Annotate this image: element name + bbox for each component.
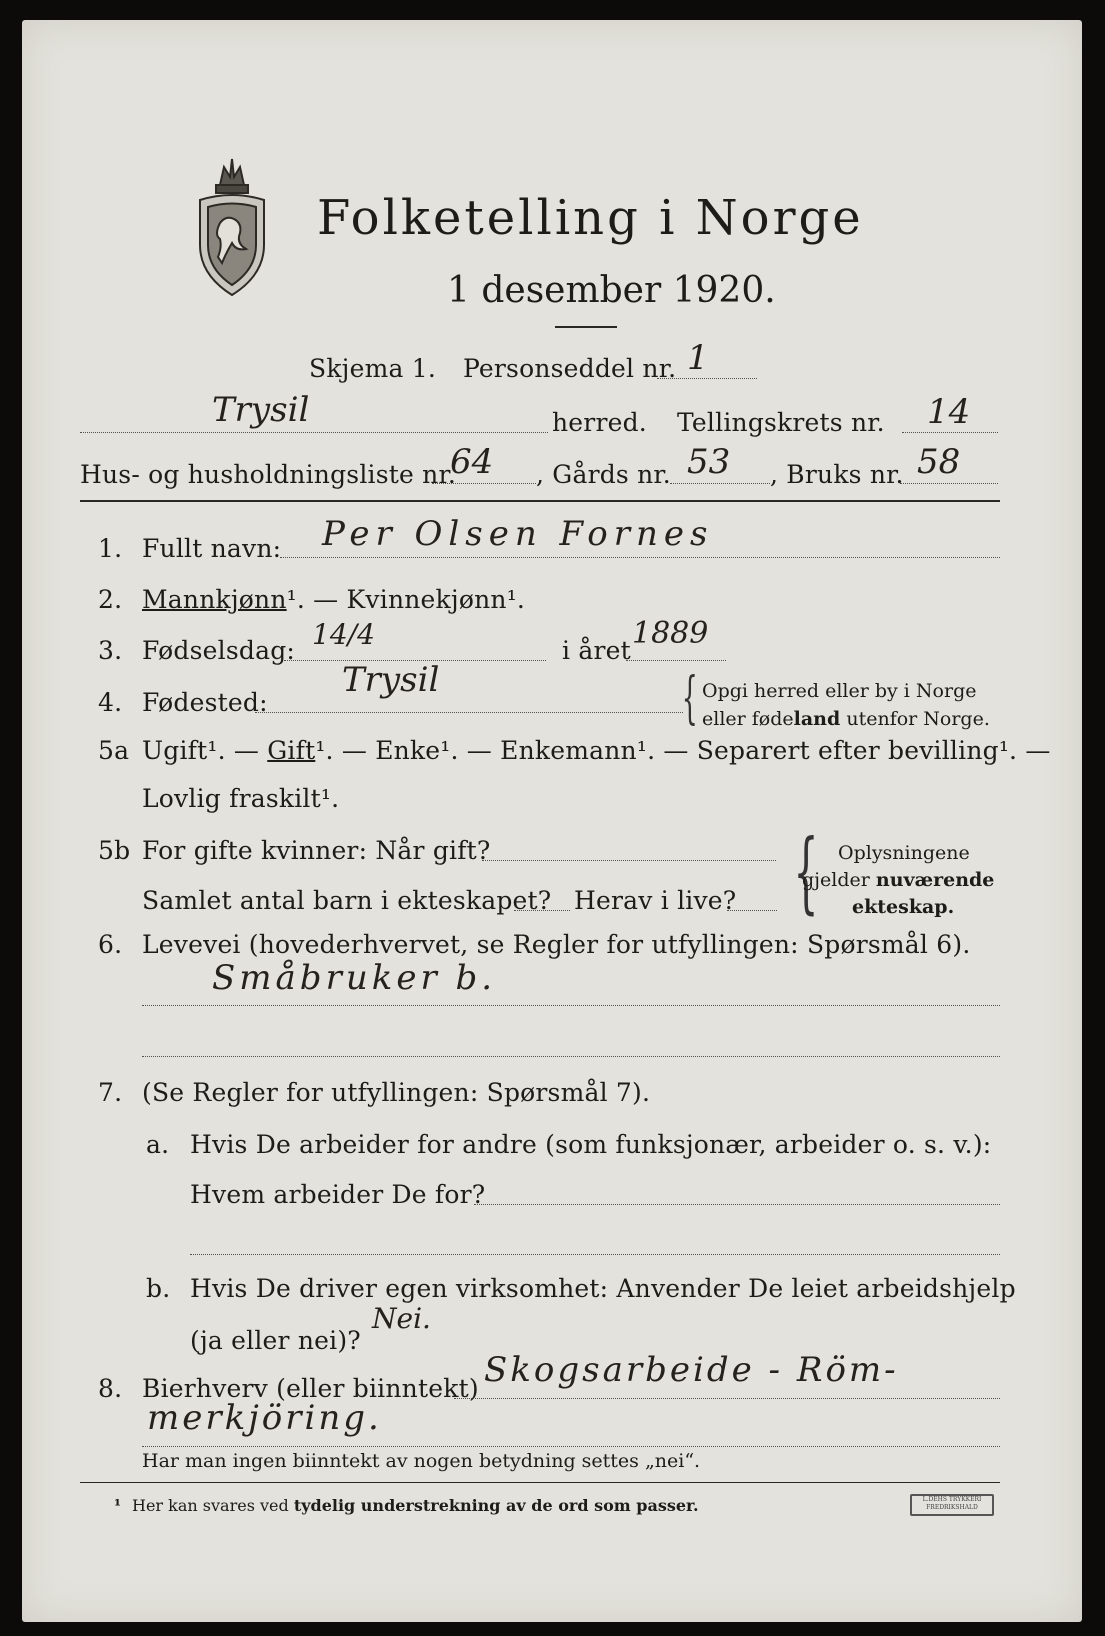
employer-line-1 xyxy=(474,1204,1000,1205)
q8-number: 8. xyxy=(98,1374,123,1403)
personseddel-value[interactable]: 1 xyxy=(687,338,709,378)
option-female[interactable]: Kvinnekjønn xyxy=(346,585,507,614)
q1-number: 1. xyxy=(98,534,123,563)
bruks-value[interactable]: 58 xyxy=(917,442,961,482)
bruks-label: , Bruks nr. xyxy=(770,460,904,489)
sex-end: ¹. xyxy=(506,585,526,614)
hus-label: Hus- og husholdningsliste nr. xyxy=(80,460,457,489)
title-divider xyxy=(555,326,617,328)
birthplace-line xyxy=(255,712,683,713)
q5b-note-2: gjelder nuværende xyxy=(802,869,995,891)
secondary-income-value-1[interactable]: Skogsarbeide - Röm- xyxy=(484,1350,899,1390)
q5b-brace: { xyxy=(793,820,819,923)
gards-label: , Gårds nr. xyxy=(536,460,671,489)
q3-number: 3. xyxy=(98,636,123,665)
q7-number: 7. xyxy=(98,1078,123,1107)
birthplace-note-1: Opgi herred eller by i Norge xyxy=(702,680,977,702)
q7b-label-1: Hvis De driver egen virksomhet: Anvender De leiet arbeidshjelp xyxy=(190,1274,1016,1303)
marital-rest[interactable]: ¹. — Enke¹. — Enkemann¹. — Separert efter bevilling¹. — xyxy=(315,736,1051,765)
alive-line xyxy=(727,910,777,911)
norway-coat-of-arms-icon xyxy=(190,145,274,297)
secondary-income-line-1 xyxy=(454,1398,1000,1399)
printer-stamp: L.DEHS TRYKKERI FREDRIKSHALD xyxy=(910,1494,994,1516)
marital-options xyxy=(142,736,1051,765)
q1-label: Fullt navn: xyxy=(142,534,282,563)
year-line xyxy=(626,660,726,661)
gards-line xyxy=(670,483,770,484)
header-divider xyxy=(80,500,1000,502)
option-gift[interactable]: Gift xyxy=(267,736,316,765)
q7a-label-2: Hvem arbeider De for? xyxy=(190,1180,486,1209)
footnote-text: Her kan svares ved tydelig understrekning av de ord som passer. xyxy=(132,1496,699,1515)
herred-value[interactable]: Trysil xyxy=(212,390,310,430)
personseddel-line xyxy=(657,378,757,379)
q5b-label-married: For gifte kvinner: Når gift? xyxy=(142,836,491,865)
q8-label: Bierhverv (eller biinntekt) xyxy=(142,1374,479,1403)
occupation-value[interactable]: Småbruker b. xyxy=(212,958,497,998)
sex-separator: ¹. — xyxy=(286,585,347,614)
q2-number: 2. xyxy=(98,585,123,614)
q5b-note-3: ekteskap. xyxy=(852,896,955,918)
herred-line xyxy=(80,432,548,433)
marital-sep-1: ¹. — xyxy=(207,736,268,765)
birthday-value[interactable]: 14/4 xyxy=(312,618,375,651)
form-title: Folketelling i Norge xyxy=(317,190,864,246)
secondary-income-value-2[interactable]: merkjöring. xyxy=(147,1398,382,1438)
q3-label: Fødselsdag: xyxy=(142,636,296,665)
hus-value[interactable]: 64 xyxy=(450,442,494,482)
secondary-income-line-2 xyxy=(142,1446,1000,1447)
q4-label: Fødested: xyxy=(142,688,268,717)
q7b-number: b. xyxy=(146,1274,171,1303)
q6-number: 6. xyxy=(98,930,123,959)
q5b-label-alive: Herav i live? xyxy=(574,886,737,915)
footer-divider xyxy=(80,1482,1000,1483)
census-date: 1 desember 1920. xyxy=(447,270,776,311)
hus-line xyxy=(432,483,536,484)
occupation-line-2 xyxy=(142,1056,1000,1057)
footnote-mark: ¹ xyxy=(114,1496,122,1515)
q8-note: Har man ingen biinntekt av nogen betydning settes „nei“. xyxy=(142,1450,701,1472)
birthplace-brace: { xyxy=(681,666,698,731)
married-when-line xyxy=(482,860,776,861)
occupation-line-1 xyxy=(142,1005,1000,1006)
full-name-value[interactable]: Per Olsen Fornes xyxy=(322,514,714,554)
q1-line xyxy=(280,557,1000,558)
q5b-number: 5b xyxy=(98,836,131,865)
q5b-label-children: Samlet antal barn i ekteskapet? xyxy=(142,886,552,915)
sex-options xyxy=(142,585,525,614)
q7-label: (Se Regler for utfyllingen: Spørsmål 7). xyxy=(142,1078,651,1107)
q5a-number: 5a xyxy=(98,736,130,765)
herred-label: herred. xyxy=(552,408,647,437)
q6-label: Levevei (hovederhvervet, se Regler for utfyllingen: Spørsmål 6). xyxy=(142,930,971,959)
census-form-sheet xyxy=(22,20,1082,1622)
tellingskrets-line xyxy=(902,432,998,433)
tellingskrets-value[interactable]: 14 xyxy=(927,392,971,432)
option-lovlig-fraskilt[interactable]: Lovlig fraskilt¹. xyxy=(142,784,340,813)
gards-value[interactable]: 53 xyxy=(687,442,731,482)
skjema-label: Skjema 1. xyxy=(309,354,437,383)
birthplace-note-2: eller fødeland utenfor Norge. xyxy=(702,708,990,730)
bruks-line xyxy=(900,483,998,484)
birthplace-value[interactable]: Trysil xyxy=(342,660,440,700)
year-label: i året xyxy=(562,636,631,665)
tellingskrets-label: Tellingskrets nr. xyxy=(677,408,885,437)
q4-number: 4. xyxy=(98,688,123,717)
hired-help-value[interactable]: Nei. xyxy=(372,1302,431,1335)
option-male[interactable]: Mannkjønn xyxy=(142,585,287,614)
q7b-label-2: (ja eller nei)? xyxy=(190,1326,361,1355)
children-line xyxy=(514,910,570,911)
option-ugift[interactable]: Ugift xyxy=(142,736,208,765)
personseddel-label: Personseddel nr. xyxy=(463,354,677,383)
q7a-label-1: Hvis De arbeider for andre (som funksjonær, arbeider o. s. v.): xyxy=(190,1130,992,1159)
employer-line-2 xyxy=(190,1254,1000,1255)
birth-year-value[interactable]: 1889 xyxy=(632,616,709,651)
q5b-note-1: Oplysningene xyxy=(838,842,970,864)
q7a-number: a. xyxy=(146,1130,170,1159)
